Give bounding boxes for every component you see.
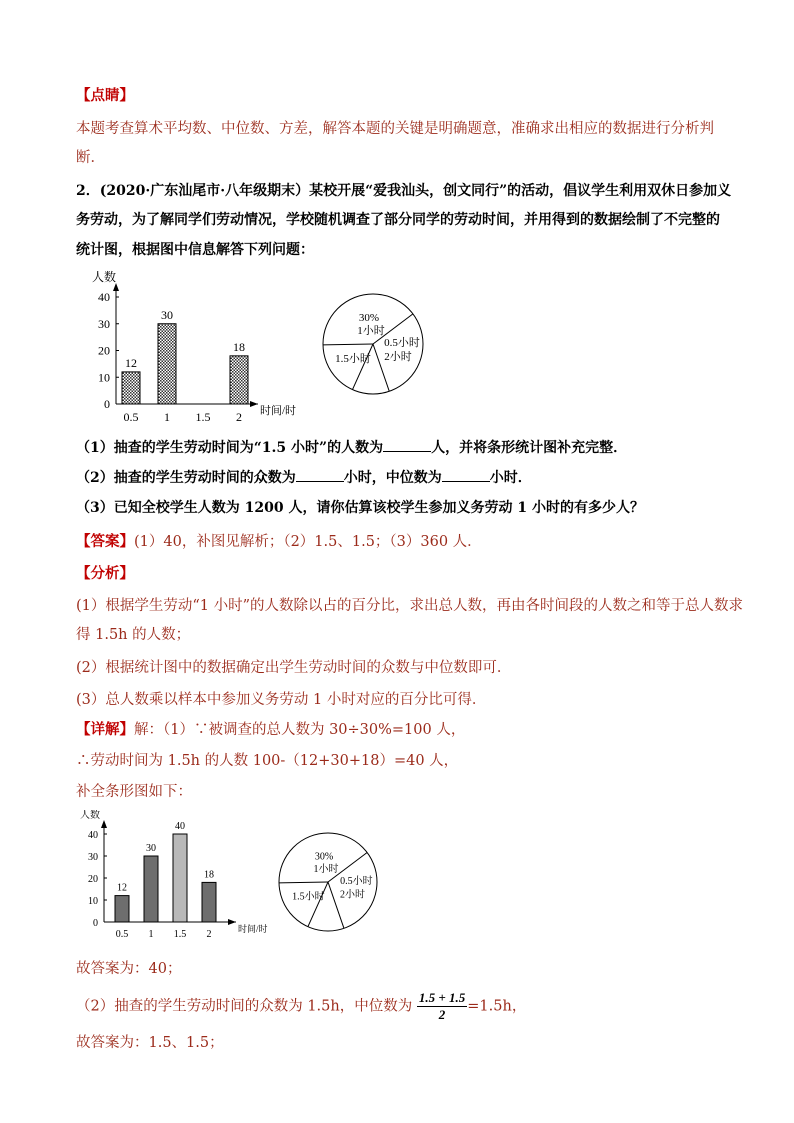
analysis-heading: 【分析】 [76,565,134,582]
detail-line2: ∴劳动时间为 1.5h 的人数 100-（12+30+18）=40 人， [76,753,459,769]
detail-line3: 补全条形图如下： [76,784,192,800]
analysis-line1: (1）根据学生劳动“1 小时”的人数除以占的百分比，求出总人数，再由各时间段的人数之和等于总人数求 [76,598,744,614]
bar [115,896,129,922]
question-2-prefix: （2）抽查的学生劳动时间的众数为 [76,470,296,486]
question-line3: 统计图，根据图中信息解答下列问题： [76,242,314,258]
fraction-denominator: 2 [438,1007,446,1022]
y-axis-label: 人数 [92,270,117,284]
bar [144,856,158,922]
bar [173,834,187,922]
question-2-suffix: 小时． [489,470,532,486]
detail-line5-prefix: （2）抽查的学生劳动时间的众数为 1.5h，中位数为 [76,998,413,1015]
bar-value-label: 18 [233,339,245,354]
bar [158,324,176,404]
x-tick-label: 1.5 [195,410,211,422]
x-tick-label: 0.5 [123,410,139,422]
answer-blank-1[interactable] [383,437,431,452]
x-tick-label: 1.5 [173,929,187,940]
bar [122,372,140,404]
pie-label-1_5h: 1.5小时 [335,353,371,365]
detail-label: 【详解】 [76,721,134,738]
pie-label-2h: 2小时 [340,889,365,901]
x-axis-label: 时间/时 [238,924,268,934]
pie-chart-original [316,290,430,398]
answer-blank-2[interactable] [296,467,344,482]
answer-text: (1）40，补图见解析；（2）1.5、1.5；（3）360 人． [134,534,482,550]
y-tick-label: 30 [88,852,98,863]
pie-label-0_5h: 0.5小时 [340,875,373,887]
y-tick-label: 30 [98,316,110,331]
pie-label-1h: 1小时 [357,325,385,337]
detail-line1: 解：（1）∵被调查的总人数为 30÷30%=100 人， [134,722,466,738]
x-tick-label: 1 [148,929,154,940]
y-tick-label: 40 [88,830,98,841]
y-tick-label: 10 [88,896,98,907]
bar-value-label: 12 [125,355,137,370]
pie-label-0_5h: 0.5小时 [384,337,420,349]
analysis-line2: 得 1.5h 的人数； [76,627,191,643]
detail-line6: 故答案为：1.5、1.5； [76,1035,224,1051]
x-tick-label: 1 [164,410,170,422]
question-2 [76,467,532,487]
bar-chart-original [76,266,316,422]
y-tick-label: 0 [104,397,110,411]
y-tick-label: 0 [93,918,98,929]
answer-line [76,530,482,551]
question-2-middle: 小时，中位数为 [343,470,442,486]
y-tick-label: 20 [98,343,110,358]
y-tick-label: 40 [98,290,110,304]
y-axis-arrow [101,820,107,828]
y-axis-label: 人数 [80,810,100,821]
question-1-suffix: 人，并将条形统计图补充完整． [431,440,628,456]
analysis-line3: (2）根据统计图中的数据确定出学生劳动时间的众数与中位数即可． [76,660,512,676]
question-1-prefix: （1）抽查的学生劳动时间为“1.5 小时”的人数为 [76,440,384,456]
fraction-numerator: 1.5 + 1.5 [418,990,466,1005]
y-axis-arrow [113,283,119,291]
x-tick-label: 2 [206,929,212,940]
x-tick-label: 0.5 [115,929,129,940]
pie-label-1_5h: 1.5小时 [292,891,325,903]
detail-line1-row [76,718,465,739]
detail-line5 [76,990,526,1023]
answer-label: 【答案】 [76,533,134,550]
bar-value-label: 30 [146,843,156,854]
x-axis-label: 时间/时 [260,405,297,417]
x-tick-label: 2 [236,410,242,422]
question-1 [76,437,627,457]
dianjing-heading: 【点睛】 [76,87,134,104]
question-line1: 2．(2020·广东汕尾市·八年级期末）某校开展“爱我汕头，创文同行”的活动，倡议学生利用双休日参加义 [76,183,732,199]
answer-blank-3[interactable] [442,467,490,482]
bar-value-label: 12 [117,882,127,894]
analysis-line4: (3）总人数乘以样本中参加义务劳动 1 小时对应的百分比可得． [76,692,487,708]
pie-label-percent: 30% [358,312,380,324]
dianjing-text-line2: 断． [76,150,105,166]
bar [202,882,216,922]
bar-value-label: 18 [204,869,214,881]
pie-chart-completed [272,830,384,936]
y-tick-label: 10 [98,370,110,385]
median-fraction [417,990,467,1023]
x-axis-arrow [228,919,236,925]
question-3: （3）已知全校学生人数为 1200 人，请你估算该校学生参加义务劳动 1 小时的有多少人？ [76,500,644,516]
bar-chart-completed [76,810,276,940]
detail-line5-suffix: =1.5h， [467,998,527,1015]
x-axis-arrow [250,401,258,407]
question-line2: 务劳动，为了解同学们劳动情况，学校随机调查了部分同学的劳动时间，并用得到的数据绘制了不完整的 [76,212,720,228]
pie-label-percent: 30% [314,851,334,863]
bar [230,356,248,404]
dianjing-text-line1: 本题考查算术平均数、中位数、方差，解答本题的关键是明确题意，准确求出相应的数据进行分析判 [76,121,714,137]
bar-value-label: 40 [175,821,185,832]
pie-label-1h: 1小时 [313,864,339,876]
y-tick-label: 20 [88,874,98,885]
bar-value-label: 30 [161,307,173,322]
detail-line4: 故答案为：40； [76,961,182,977]
pie-label-2h: 2小时 [384,351,412,363]
